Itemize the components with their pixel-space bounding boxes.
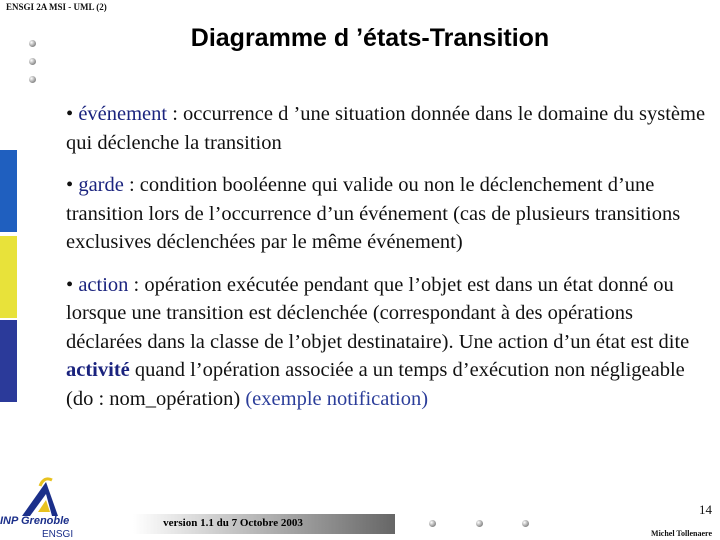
bullet-action [66, 271, 706, 414]
bullet-glyph: • [66, 174, 74, 196]
bullet-glyph: • [66, 103, 74, 125]
decor-dot [29, 40, 36, 47]
slide-title: Diagramme d ’états-Transition [190, 24, 550, 52]
bullet-glyph: • [66, 273, 74, 296]
course-header: ENSGI 2A MSI - UML (2) [6, 2, 107, 12]
stripe-navy [0, 320, 17, 402]
stripe-yellow [0, 236, 17, 318]
decor-dot [476, 520, 483, 527]
term-activite: activité [66, 359, 130, 381]
logo-text-ensgi: ENSGI [42, 529, 74, 540]
bullet-garde [66, 171, 706, 257]
page-number: 14 [699, 502, 712, 517]
decor-dot [29, 76, 36, 83]
decor-dot [429, 520, 436, 527]
definition-action-part2: quand l’opération associée a un temps d’exécution non négligeable (do : nom_opération) [66, 359, 685, 410]
slide-content [66, 100, 706, 427]
decor-dot [522, 520, 529, 527]
definition-garde: : condition booléenne qui valide ou non le déclenchement d’une transition lors de l’occurrence d’un événement (cas de plusieurs transitions exclusives déclenchées par le même événement) [66, 174, 681, 253]
term-evenement: événement [78, 103, 168, 125]
decor-dot [29, 58, 36, 65]
definition-evenement: : occurrence d ’une situation donnée dans le domaine du système qui déclenche la transition [66, 103, 706, 154]
example-notification-link[interactable]: (exemple notification) [245, 387, 429, 410]
term-garde: garde [78, 174, 124, 196]
term-action: action [78, 273, 129, 296]
author-name: Michel Tollenaere [651, 529, 712, 538]
logo-text: INP Grenoble [0, 515, 70, 527]
stripe-blue [0, 150, 17, 232]
bullet-evenement [66, 100, 706, 157]
footer-version: version 1.1 du 7 Octobre 2003 [163, 517, 303, 529]
definition-action-part1: : opération exécutée pendant que l’objet est dans un état donné ou lorsque une transition est déclenchée (correspondant à des opérations déclarées dans la classe de l’objet destinataire). Une action d’un état est dite [66, 273, 690, 353]
